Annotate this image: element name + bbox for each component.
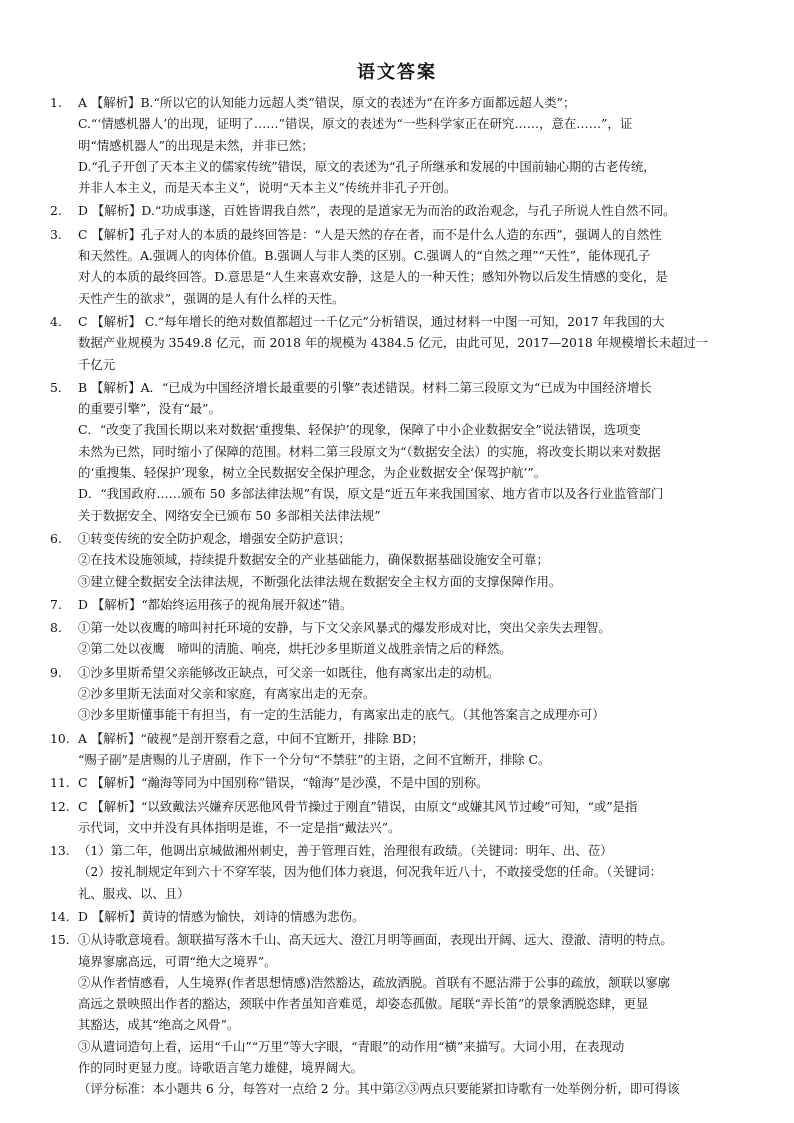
answer-list <box>50 90 760 1100</box>
answer-line: ②沙多里斯无法面对父亲和家庭，有离家出走的无奈。 <box>78 686 376 702</box>
answer-line: ③沙多里斯懂事能干有担当，有一定的生活能力，有离家出走的底气。（其他答案言之成理亦可） <box>78 707 605 723</box>
answer-line: ③从遣词造句上看，运用“千山”“万里”等大字眼，“青眼”的动作用“横”来描写。大词小用，在表现动 <box>78 1038 625 1054</box>
answer-line: 高远之景映照出作者的豁达，颈联中作者虽知音难觅，却姿态孤傲。尾联“弄长笛”的景象洒脱恣肆，更显 <box>78 996 649 1012</box>
answer-item <box>50 929 760 1099</box>
answer-number: 5. <box>50 379 62 395</box>
answer-number: 14. <box>50 908 70 924</box>
answer-line: D 【解析】D.“功成事遂，百姓皆谓我自然”，表现的是道家无为而治的政治观念，与孔子所说人性自然不同。 <box>78 203 676 219</box>
answer-number: 9. <box>50 664 62 680</box>
answer-line: （评分标准：本小题共 6 分，每答对一点给 2 分。其中第②③两点只要能紧扣诗歌有一处举例分析，即可得该 <box>78 1081 680 1097</box>
answer-line: 境界寥廓高远，可谓“绝大之境界”。 <box>78 953 277 969</box>
answer-line: （1）第二年，他调出京城做湘州刺史，善于管理百姓，治理很有政绩。（关键词：明年、出、莅） <box>78 843 613 859</box>
answer-line: B 【解析】A．“已成为中国经济增长最重要的引擎”表述错误。材料二第三段原文为“已成为中国经济增长 <box>78 379 652 395</box>
answer-line: 关于数据安全、网络安全已颁布 50 多部相关法律法规” <box>78 507 381 523</box>
answer-line: ③建立健全数据安全法律法规，不断强化法律法规在数据安全主权方面的支撑保障作用。 <box>78 573 562 589</box>
answer-line: 天性产生的欲求”，强调的是人有什么样的天性。 <box>78 290 345 306</box>
answer-item <box>50 224 760 309</box>
answer-number: 15. <box>50 932 70 948</box>
answer-line: D．“我国政府……颁布 50 多部法律法规”有误，原文是“近五年来我国国家、地方省市以及各行业监管部门 <box>78 486 664 502</box>
answer-number: 10. <box>50 730 70 746</box>
answer-line: 和天然性。A.强调人的肉体价值。B.强调人与非人类的区别。C.强调人的“自然之理”“天性”，能体现孔子 <box>78 248 651 264</box>
answer-item <box>50 906 760 927</box>
answer-line: 未然为已然，同时缩小了保障的范围。材料二第三段原文为“（数据安全法）的实施，将改变长期以来对数据 <box>78 443 661 459</box>
answer-line: 作的同时更显力度。诗歌语言笔力雄健，境界阔大。 <box>78 1060 363 1076</box>
answer-item <box>50 662 760 726</box>
answer-line: C 【解析】“以致戴法兴嫌弃厌恶他风骨节操过于刚直”错误，由原文“或嫌其风节过峻”可知，“或”是指 <box>78 798 638 814</box>
answer-line: C．“改变了我国长期以来对数据‘重搜集、轻保护’的现象，保障了中小企业数据安全”说法错误，选项变 <box>78 422 641 438</box>
answer-item <box>50 772 760 793</box>
answer-number: 11. <box>50 775 70 791</box>
answer-number: 8. <box>50 620 62 636</box>
answer-number: 2. <box>50 203 62 219</box>
answer-item <box>50 528 760 592</box>
answer-item <box>50 728 760 771</box>
answer-line: 示代词，文中并没有具体指明是谁，不一定是指“戴法兴”。 <box>78 819 401 835</box>
answer-line: （2）按礼制规定年到六十不穿军装，因为他们体力衰退，何况我年近八十，不敢接受您的任命。（关键词： <box>78 864 663 880</box>
answer-line: A 【解析】B.“所以它的认知能力远超人类”错误，原文的表述为“在许多方面都远超人类”； <box>78 95 576 110</box>
answer-line: 其豁达，成其“绝高之风骨”。 <box>78 1017 240 1033</box>
answer-item <box>50 796 760 839</box>
answer-line: 对人的本质的最终回答。D.意思是“人生来喜欢安静，这是人的一种天性；感知外物以后发生情感的变化，是 <box>78 269 668 285</box>
answer-item <box>50 377 760 526</box>
answer-line: ①第一处以夜鹰的啼叫衬托环境的安静，与下文父亲风暴式的爆发形成对比，突出父亲失去理智。 <box>78 620 611 636</box>
answer-number: 13. <box>50 843 70 859</box>
answer-item <box>50 840 760 904</box>
answer-line: “赐子副”是唐赐的儿子唐副，作下一个分句“不禁驻”的主语，之间不宜断开，排除 C。 <box>78 751 551 767</box>
answer-line: 礼、服戎、以、且） <box>78 885 190 901</box>
answer-line: ②从作者情感看，人生境界(作者思想情感)浩然豁达，疏放洒脱。首联有不愿沾滞于公事的疏放，颔联以寥廓 <box>78 974 671 990</box>
answer-line: 明“情感机器人”的出现是未然，并非已然； <box>78 137 314 153</box>
answer-line: 数据产业规模为 3549.8 亿元，而 2018 年的规模为 4384.5 亿元，由此可见，2017—2018 年规模增长未超过一 <box>78 335 709 351</box>
answer-line: ②第二处以夜鹰 啼叫的清脆、响亮，烘托沙多里斯道义战胜亲情之后的释然。 <box>78 641 512 657</box>
answer-line: D 【解析】“都始终运用孩子的视角展开叙述”错。 <box>78 596 353 612</box>
answer-item <box>50 200 760 221</box>
answer-number: 3. <box>50 226 62 242</box>
answer-item <box>50 617 760 660</box>
answer-line: C.“‘情感机器人’的出现，证明了……”错误，原文的表述为“一些科学家正在研究……，意在……”，证 <box>78 116 633 132</box>
answer-line: ①沙多里斯希望父亲能够改正缺点，可父亲一如既往，他有离家出走的动机。 <box>78 664 500 680</box>
answer-number: 12. <box>50 798 70 814</box>
answer-line: 的‘重搜集、轻保护’现象，树立全民数据安全保护理念，为企业数据安全‘保驾护航’”。 <box>78 465 547 481</box>
answer-line: D.“孔子开创了天本主义的儒家传统”错误，原文的表述为“孔子所继承和发展的中国前轴心期的古老传统， <box>78 158 656 174</box>
answer-line: D 【解析】黄诗的情感为愉快，刘诗的情感为悲伤。 <box>78 908 365 924</box>
answer-line: ②在技术设施领域，持续提升数据安全的产业基础能力，确保数据基础设施安全可靠； <box>78 552 549 568</box>
answer-line: ①转变传统的安全防护观念，增强安全防护意识； <box>78 530 351 546</box>
answer-line: A 【解析】“破视”是剖开察看之意，中间不宜断开，排除 BD； <box>78 730 424 746</box>
answer-line: 千亿元 <box>78 356 116 372</box>
answer-number: 4. <box>50 313 62 329</box>
answer-line: 的重要引擎”，没有“最”。 <box>78 401 221 417</box>
answer-number: 7. <box>50 596 62 612</box>
answer-line: C 【解析】“瀚海等同为中国别称”错误，“翰海”是沙漠，不是中国的别称。 <box>78 775 489 791</box>
answer-number: 6. <box>50 530 62 546</box>
answer-item <box>50 594 760 615</box>
answer-line: ①从诗歌意境看。颔联描写落木千山、高天远大、澄江月明等画面，表现出开阔、远大、澄澈、清明的特点。 <box>78 932 673 948</box>
answer-line: C 【解析】孔子对人的本质的最终回答是：“人是天然的存在者，而不是什么人造的东西”，强调人的自然性 <box>78 226 662 242</box>
answer-item <box>50 92 760 198</box>
answer-line: C 【解析】 C.“每年增长的绝对数值都超过一千亿元”分析错误，通过材料一中图一可知，2017 年我国的大 <box>78 313 665 329</box>
answer-line: 并非人本主义，而是天本主义”，说明“天本主义”传统并非孔子开创。 <box>78 180 457 196</box>
answer-item <box>50 311 760 375</box>
page-title: 语文答案 <box>357 62 437 83</box>
answer-number: 1. <box>50 95 62 110</box>
